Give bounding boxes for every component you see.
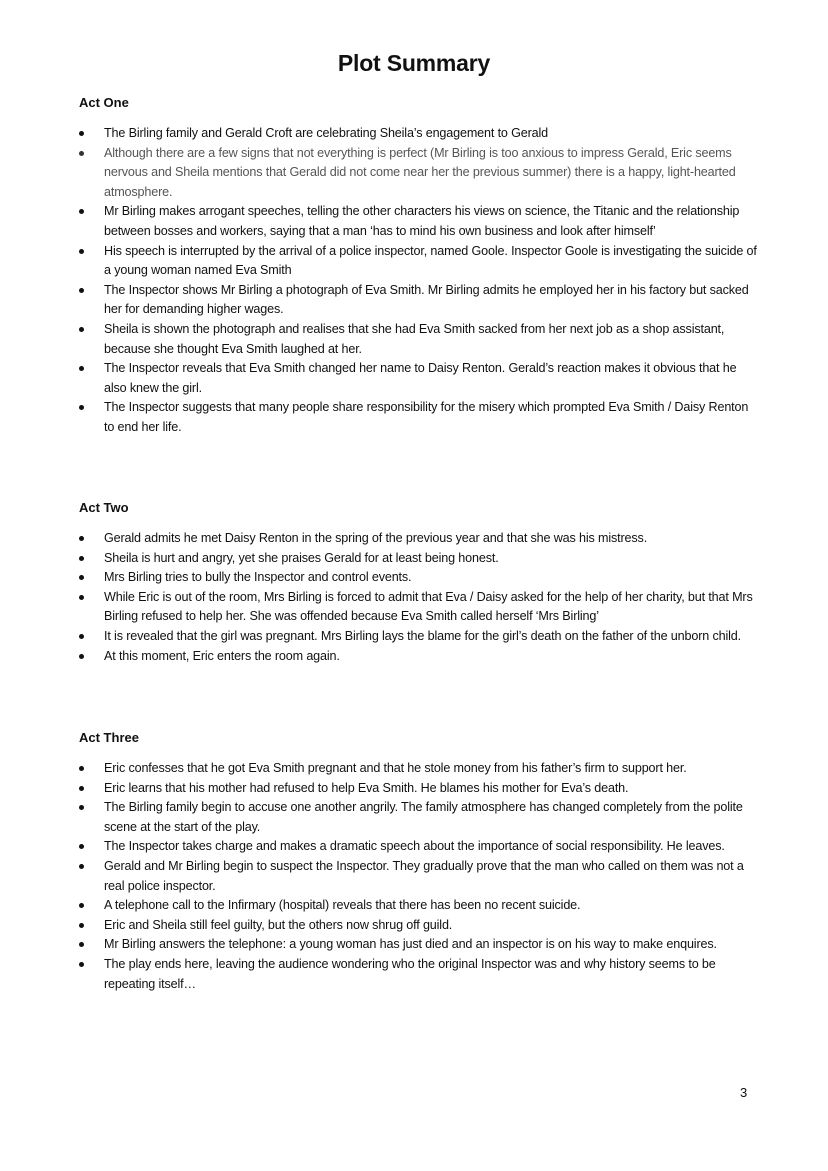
bullet-icon — [79, 536, 84, 541]
bullet-icon — [79, 864, 84, 869]
bullet-icon — [79, 942, 84, 947]
list-item: Although there are a few signs that not everything is perfect (Mr Birling is too anxious to impress Gerald, Eric seems nervous and Sheila mentions that Gerald did not come near her the previous summer) there is a happy, light-hearted atmosphere. — [79, 144, 759, 203]
act-three-list — [79, 759, 759, 994]
bullet-icon — [79, 786, 84, 791]
list-item: Gerald and Mr Birling begin to suspect the Inspector. They gradually prove that the man who called on them was not a real police inspector. — [79, 857, 759, 896]
section-heading-act-two: Act Two — [79, 500, 129, 515]
act-two-list — [79, 529, 759, 666]
bullet-icon — [79, 327, 84, 332]
page-title: Plot Summary — [337, 50, 491, 76]
list-item: Sheila is shown the photograph and realises that she had Eva Smith sacked from her next job as a shop assistant, because she thought Eva Smith laughed at her. — [79, 320, 759, 359]
bullet-icon — [79, 366, 84, 371]
bullet-icon — [79, 288, 84, 293]
list-item: The Birling family and Gerald Croft are celebrating Sheila’s engagement to Gerald — [79, 124, 759, 144]
bullet-icon — [79, 634, 84, 639]
bullet-icon — [79, 654, 84, 659]
list-item: The Inspector takes charge and makes a dramatic speech about the importance of social responsibility. He leaves. — [79, 837, 759, 857]
bullet-icon — [79, 556, 84, 561]
section-heading-act-one: Act One — [79, 95, 129, 110]
bullet-icon — [79, 575, 84, 580]
list-item: A telephone call to the Infirmary (hospital) reveals that there has been no recent suicide. — [79, 896, 759, 916]
list-item: Eric learns that his mother had refused to help Eva Smith. He blames his mother for Eva’s death. — [79, 779, 759, 799]
list-item: Mrs Birling tries to bully the Inspector and control events. — [79, 568, 759, 588]
bullet-icon — [79, 766, 84, 771]
bullet-icon — [79, 844, 84, 849]
page-number: 3 — [740, 1085, 748, 1100]
bullet-icon — [79, 131, 84, 136]
list-item: The play ends here, leaving the audience wondering who the original Inspector was and why history seems to be repeating itself… — [79, 955, 759, 994]
list-item: The Birling family begin to accuse one another angrily. The family atmosphere has changed completely from the polite scene at the start of the play. — [79, 798, 759, 837]
bullet-icon — [79, 923, 84, 928]
bullet-icon — [79, 595, 84, 600]
bullet-icon — [79, 249, 84, 254]
act-one-list — [79, 124, 759, 438]
bullet-icon — [79, 151, 84, 156]
list-item: His speech is interrupted by the arrival of a police inspector, named Goole. Inspector Goole is investigating the suicide of a young woman named Eva Smith — [79, 242, 759, 281]
bullet-icon — [79, 805, 84, 810]
section-heading-act-three: Act Three — [79, 730, 139, 745]
bullet-icon — [79, 903, 84, 908]
bullet-icon — [79, 962, 84, 967]
list-item: Eric and Sheila still feel guilty, but the others now shrug off guild. — [79, 916, 759, 936]
list-item: The Inspector reveals that Eva Smith changed her name to Daisy Renton. Gerald’s reaction makes it obvious that he also knew the girl. — [79, 359, 759, 398]
list-item: Mr Birling answers the telephone: a young woman has just died and an inspector is on his way to make enquires. — [79, 935, 759, 955]
list-item: At this moment, Eric enters the room again. — [79, 647, 759, 667]
list-item: The Inspector shows Mr Birling a photograph of Eva Smith. Mr Birling admits he employed her in his factory but sacked her for demanding higher wages. — [79, 281, 759, 320]
list-item: Gerald admits he met Daisy Renton in the spring of the previous year and that she was his mistress. — [79, 529, 759, 549]
list-item: The Inspector suggests that many people share responsibility for the misery which prompted Eva Smith / Daisy Renton to end her life. — [79, 398, 759, 437]
list-item: While Eric is out of the room, Mrs Birling is forced to admit that Eva / Daisy asked for the help of her charity, but that Mrs Birling refused to help her. She was offended because Eva Smith called herself ‘Mrs Birling’ — [79, 588, 759, 627]
list-item: Sheila is hurt and angry, yet she praises Gerald for at least being honest. — [79, 549, 759, 569]
list-item: Mr Birling makes arrogant speeches, telling the other characters his views on science, the Titanic and the relationship between bosses and workers, saying that a man ‘has to mind his own business and look after himself’ — [79, 202, 759, 241]
bullet-icon — [79, 209, 84, 214]
list-item: Eric confesses that he got Eva Smith pregnant and that he stole money from his father’s firm to support her. — [79, 759, 759, 779]
bullet-icon — [79, 405, 84, 410]
list-item: It is revealed that the girl was pregnant. Mrs Birling lays the blame for the girl’s death on the father of the unborn child. — [79, 627, 759, 647]
